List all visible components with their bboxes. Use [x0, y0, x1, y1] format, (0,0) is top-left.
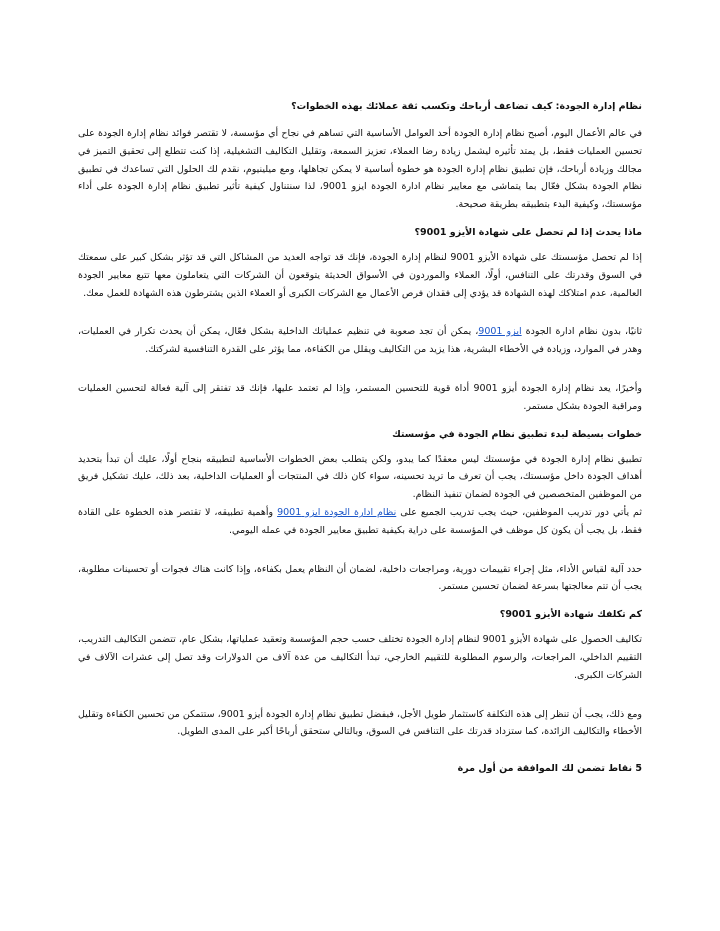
- section2-paragraph-2-end: وأهمية تطبيقه، لا تقتصر هذه الخطوة على القادة فقط، بل يجب أن يكون كل موظف في المؤسسة على دراية بكيفية تطبيق معايير الجودة في عمله اليومي.: [78, 506, 642, 536]
- section1-paragraph-1: إذا لم تحصل مؤسستك على شهادة الأيزو 9001 لنظام إدارة الجودة، فإنك قد تواجه العديد من المشاكل التي قد تؤثر بشكل كبير على سمعتك في السوق وقدرتك على التنافس، أولًا، العملاء والموردون في الأسواق الحديثة يتوقعون أن الشركات التي يتعاملون معها تتبع معايير الجودة العالمية، عدم امتلاكك لهذه الشهادة قد يؤدي إلى فقدان فرص الأعمال مع الشركات الكبرى أو العملاء الذين يشترطون هذه الشهادة للعمل معك.: [78, 251, 642, 299]
- document-title: نظام إدارة الجودة: كيف تضاعف أرباحك وتكسب ثقة عملائك بهذه الخطوات؟: [291, 101, 642, 112]
- intro-paragraph: في عالم الأعمال اليوم، أصبح نظام إدارة الجودة أحد العوامل الأساسية التي تساهم في نجاح أي مؤسسة، لا تقتصر فوائد نظام إدارة الجودة على تحسين العمليات فقط، بل يمتد تأثيره ليشمل زيادة رضا العملاء، تعزيز السمعة، وتقليل التكاليف التشغيلية، إذا كنت تتطلع إلى تحقيق التميز في مجالك وزيادة أرباحك، فإن تطبيق نظام إدارة الجودة هو خطوة أساسية لا يمكن تجاهلها، ومع ميلينيوم، نقدم لك الحلول التي تساعدك في تطبيق نظام الجودة بشكل فعّال بما يتماشى مع معايير نظام ادارة الجودة ايزو 9001، لذا سنتناول كيفية تأثير تطبيق نظام إدارة الجودة على أداء مؤسستك، وكيفية البدء بتطبيقه بطريقة صحيحة.: [78, 128, 643, 211]
- section1-paragraph-3: وأخيرًا، يعد نظام إدارة الجودة أيزو 9001 أداة قوية للتحسين المستمر، وإذا لم تعتمد عليها، فإنك قد تفتقر إلى آلية فعالة لتحسين العمليات ومراقبة الجودة بشكل مستمر.: [78, 382, 642, 412]
- section-heading-cost: كم تكلفك شهادة الأيزو 9001؟: [499, 609, 642, 621]
- section1-paragraph-2: [78, 323, 642, 359]
- iso-9001-link[interactable]: ايزو 9001: [478, 326, 522, 338]
- qms-iso-9001-link[interactable]: نظام ادارة الجودة ايزو 9001: [277, 506, 397, 518]
- section1-paragraph-2-end: ، يمكن أن تجد صعوبة في تنظيم عملياتك الداخلية بشكل فعّال، يمكن أن يحدث تكرار في العمليات، وهدر في الموارد، وزيادة في الأخطاء البشرية، هذا يزيد من التكاليف ويقلل من الكفاءة، مما يؤثر على القدرة التنافسية لشركتك.: [78, 326, 642, 356]
- section2-paragraph-2: [78, 504, 642, 540]
- document-page: [78, 100, 642, 775]
- section3-paragraph-1: تكاليف الحصول على شهادة الأيزو 9001 لنظام إدارة الجودة تختلف حسب حجم المؤسسة وتعقيد عملياتها، بشكل عام، تتضمن التكاليف التدريب، التقييم الداخلي، المراجعات، والرسوم المطلوبة للتقييم الخارجي، تبدأ التكاليف من عدة آلاف من الدولارات وقد تصل إلى عشرات الآلاف في الشركات الكبرى.: [78, 634, 642, 681]
- section2-paragraph-1: تطبيق نظام إدارة الجودة في مؤسستك ليس معقدًا كما يبدو، ولكن يتطلب بعض الخطوات الأساسية لتطبيقه بنجاح أولًا، عليك أن تبدأ بتحديد أهداف الجودة داخل مؤسستك، يجب أن تعرف ما تريد تحسينه، سواء كان ذلك في المنتجات أو العمليات الداخلية، بعد ذلك، عليك تشكيل فريق من الموظفين المتخصصين في الجودة لضمان تنفيذ النظام.: [78, 453, 642, 501]
- section-heading-steps: خطوات بسيطة لبدء تطبيق نظام الجودة في مؤسستك: [392, 428, 642, 440]
- section-heading-five-points: 5 نقاط تضمن لك الموافقة من أول مرة: [457, 763, 642, 775]
- section1-paragraph-2-start: ثانيًا، بدون نظام ادارة الجودة: [521, 326, 642, 338]
- section3-paragraph-2: ومع ذلك، يجب أن تنظر إلى هذه التكلفة كاستثمار طويل الأجل، فبفضل تطبيق نظام إدارة الجودة أيزو 9001، ستتمكن من تحسين الكفاءة وتقليل الأخطاء والتكاليف الزائدة، كما ستزداد قدرتك على التنافس في السوق، وبالتالي ستحقق أرباحًا أكبر على المدى الطويل.: [77, 708, 642, 738]
- section2-paragraph-2-start: ثم يأتي دور تدريب الموظفين، حيث يجب تدريب الجميع على: [396, 506, 642, 518]
- section-heading-no-iso: ماذا يحدث إذا لم تحصل على شهادة الأيزو 9001؟: [414, 226, 642, 238]
- section2-paragraph-3: حدد آلية لقياس الأداء، مثل إجراء تقييمات دورية، ومراجعات داخلية، لضمان أن النظام يعمل بكفاءة، وإذا كانت هناك فجوات أو تحسينات مطلوبة، يجب أن تتم معالجتها بسرعة لضمان تحسين مستمر.: [78, 563, 642, 593]
